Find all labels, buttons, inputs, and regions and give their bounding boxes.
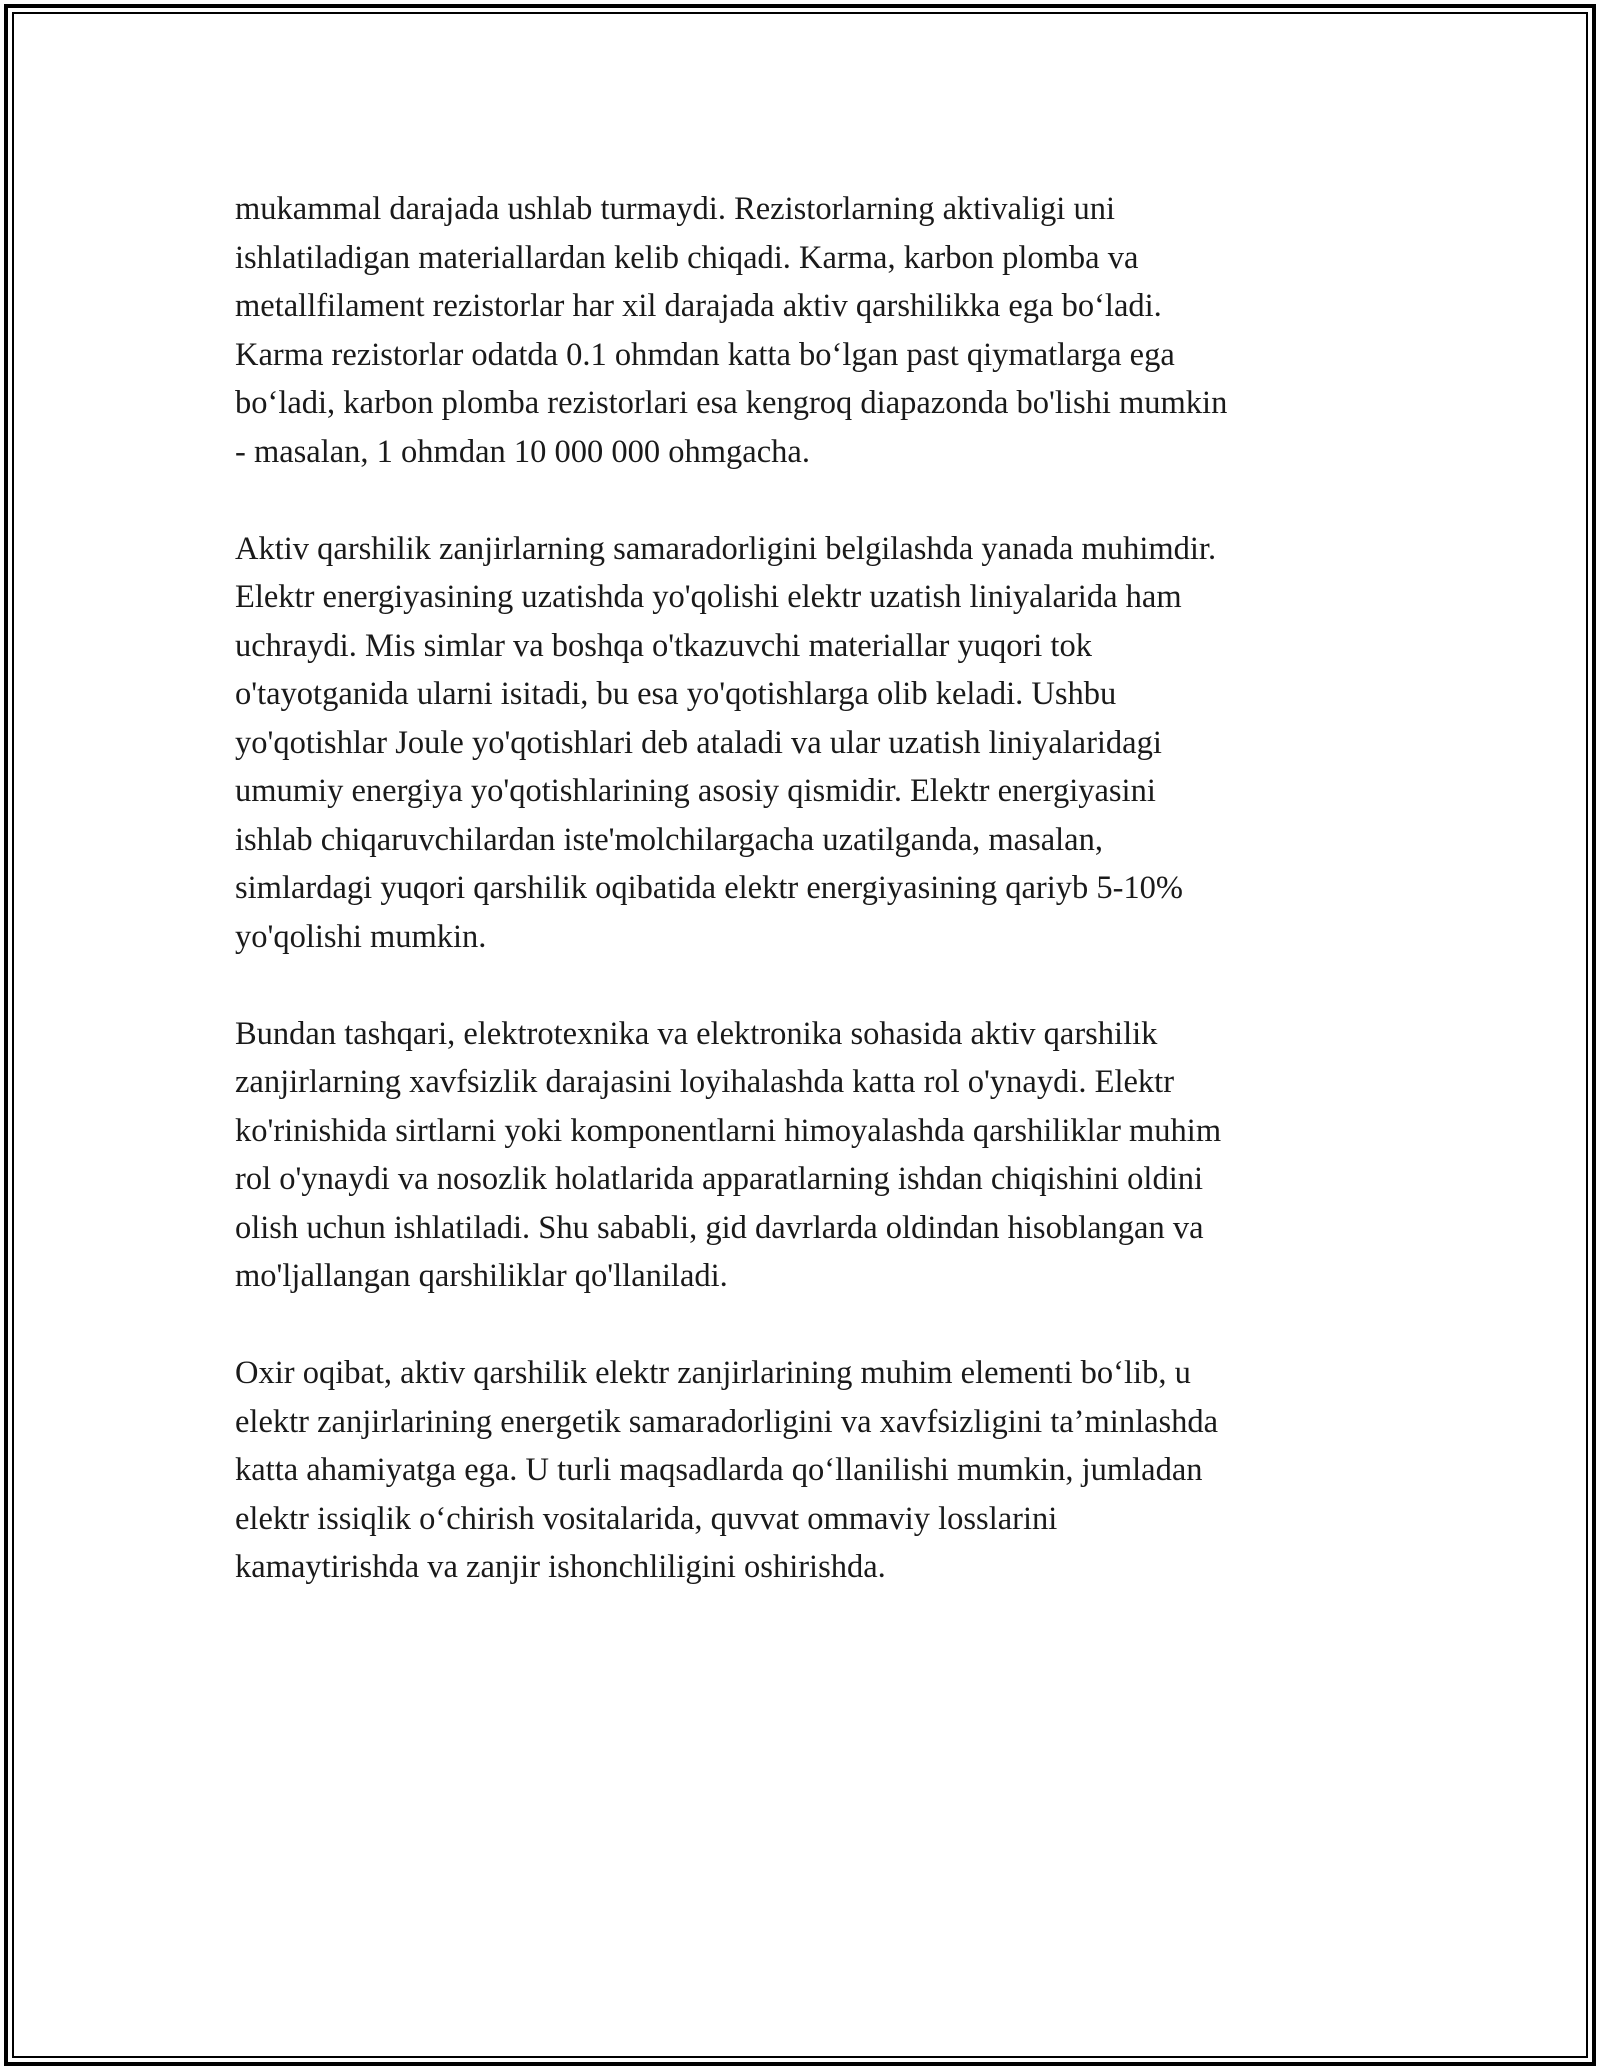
paragraph-conclusion: Oxir oqibat, aktiv qarshilik elektr zanjirlarining muhim elementi bo‘lib, u elektr zanjirlarining energetik samaradorligini va xavfsizligini ta’minlashda katta ahamiyatga ega. U turli maqsadlarda qo‘llanilishi mumkin, jumladan elektr issiqlik o‘chirish vositalarida, quvvat ommaviy losslarini kamaytirishda va zanjir ishonchliligini oshirishda. [235,1355,1219,1585]
paragraph-resistor-materials: mukammal darajada ushlab turmaydi. Rezistorlarning aktivaligi uni ishlatiladigan materiallardan kelib chiqadi. Karma, karbon plomba va metallfilament rezistorlar har xil darajada aktiv qarshilikka ega bo‘ladi. Karma rezistorlar odatda 0.1 ohmdan katta bo‘lgan past qiymatlarga ega bo‘ladi, karbon plomba rezistorlari esa kengroq diapazonda bo'lishi mumkin - masalan, 1 ohmdan 10 000 000 ohmgacha. [235,191,1228,470]
paragraph-safety-design: Bundan tashqari, elektrotexnika va elektronika sohasida aktiv qarshilik zanjirlarning xavfsizlik darajasini loyihalashda katta rol o'ynaydi. Elektr ko'rinishida sirtlarni yoki komponentlarni himoyalashda qarshiliklar muhim rol o'ynaydi va nosozlik holatlarida apparatlarning ishdan chiqishini oldini olish uchun ishlatiladi. Shu sababli, gid davrlarda oldindan hisoblangan va mo'ljallangan qarshiliklar qo'llaniladi. [235,1015,1222,1294]
paragraph-transmission-losses: Aktiv qarshilik zanjirlarning samaradorligini belgilashda yanada muhimdir. Elektr energiyasining uzatishda yo'qolishi elektr uzatish liniyalarida ham uchraydi. Mis simlar va boshqa o'tkazuvchi materiallar yuqori tok o'tayotganida ularni isitadi, bu esa yo'qotishlarga olib keladi. Ushbu yo'qotishlar Joule yo'qotishlari deb ataladi va ular uzatish liniyalaridagi umumiy energiya yo'qotishlarining asosiy qismidir. Elektr energiyasini ishlab chiqaruvchilardan iste'molchilargacha uzatilganda, masalan, simlardagi yuqori qarshilik oqibatida elektr energiyasining qariyb 5-10% yo'qolishi mumkin. [235,530,1217,955]
document-body [235,185,1365,1592]
